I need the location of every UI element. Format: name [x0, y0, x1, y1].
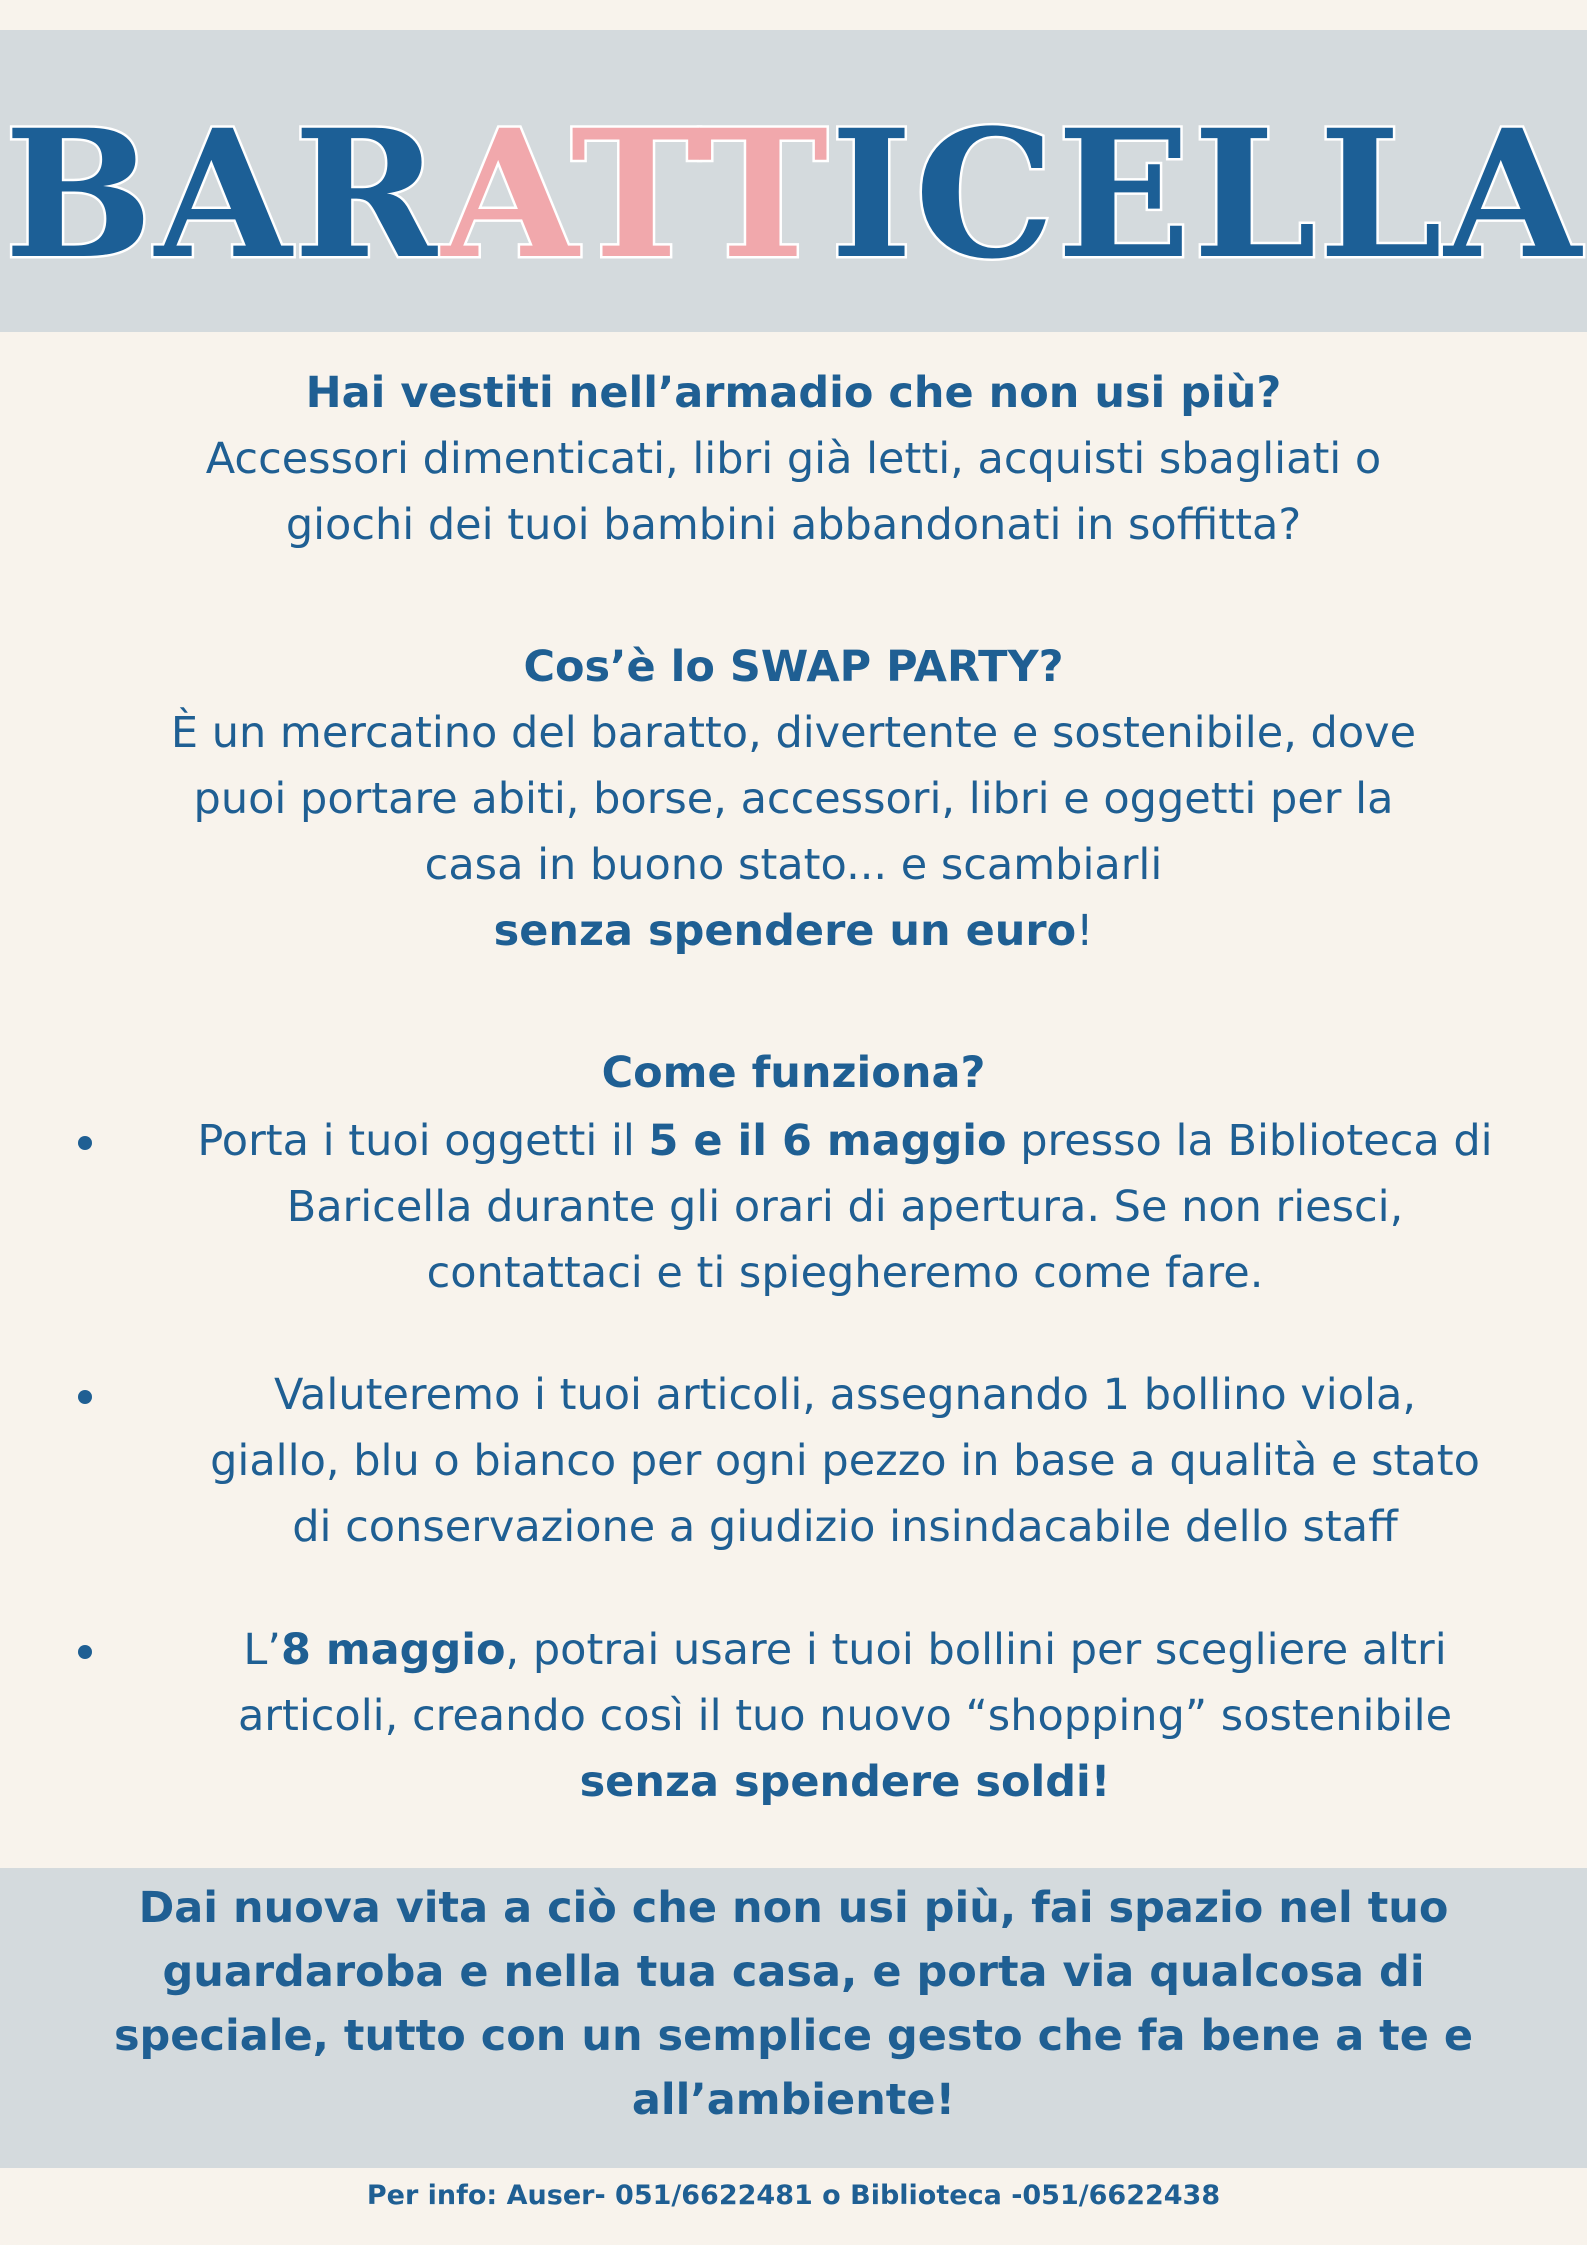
- bullet-text-post: presso la Biblioteca di: [1006, 1116, 1493, 1166]
- closing-message: [0, 1876, 1587, 2132]
- bullet-icon: [78, 1390, 92, 1404]
- bullet-line: contattaci e ti spiegheremo come fare.: [426, 1248, 1264, 1298]
- bullet-line: giallo, blu o bianco per ogni pezzo in base a qualità e stato: [210, 1436, 1480, 1486]
- closing-line: guardaroba e nella tua casa, e porta via qualcosa di: [162, 1947, 1425, 1997]
- bullet-line: [110, 1108, 1580, 1174]
- bullet-line: Baricella durante gli orari di apertura. Se non riesci,: [286, 1182, 1404, 1232]
- bullet-icon: [78, 1136, 92, 1150]
- bullet-item-evaluation: [110, 1362, 1580, 1560]
- closing-line: all’ambiente!: [631, 2075, 956, 2125]
- how-heading-block: [0, 1040, 1587, 1106]
- bullet-line: Valuteremo i tuoi articoli, assegnando 1 bollino viola,: [273, 1370, 1417, 1420]
- swap-section: [0, 634, 1587, 964]
- bullet-emphasis: senza spendere soldi!: [579, 1757, 1111, 1807]
- swap-line: puoi portare abiti, borse, accessori, libri e oggetti per la: [193, 774, 1394, 824]
- bullet-text-post: , potrai usare i tuoi bollini per scegliere altri: [505, 1625, 1447, 1675]
- intro-line: giochi dei tuoi bambini abbandonati in soffitta?: [285, 500, 1302, 550]
- intro-heading: Hai vestiti nell’armadio che non usi più?: [305, 368, 1282, 418]
- intro-line: Accessori dimenticati, libri già letti, acquisti sbagliati o: [205, 434, 1382, 484]
- page-title: [0, 91, 1587, 298]
- bullet-line: [110, 1617, 1580, 1683]
- closing-line: Dai nuova vita a ciò che non usi più, fai spazio nel tuo: [138, 1883, 1449, 1933]
- swap-bold: senza spendere un euro: [493, 906, 1077, 956]
- intro-section: [0, 360, 1587, 558]
- bullet-item-shopping: [110, 1617, 1580, 1815]
- bullet-date: 5 e il 6 maggio: [648, 1116, 1007, 1166]
- closing-line: speciale, tutto con un semplice gesto che fa bene a te e: [113, 2011, 1474, 2061]
- swap-emphasis: [0, 898, 1587, 964]
- bullet-text-pre: L’: [243, 1625, 281, 1675]
- contact-info: Per info: Auser- 051/6622481 o Biblioteca -051/6622438: [366, 2180, 1221, 2211]
- bullet-date: 8 maggio: [280, 1625, 506, 1675]
- swap-heading: Cos’è lo SWAP PARTY?: [523, 642, 1064, 692]
- bullet-line: articoli, creando così il tuo nuovo “shopping” sostenibile: [237, 1691, 1453, 1741]
- title-part-att: ATT: [441, 91, 831, 298]
- bullet-item-dropoff: [110, 1108, 1580, 1306]
- swap-line: È un mercatino del baratto, divertente e sostenibile, dove: [170, 708, 1417, 758]
- title-part-icella: ICELLA: [830, 91, 1583, 298]
- swap-line: casa in buono stato... e scambiarli: [424, 840, 1163, 890]
- bullet-icon: [78, 1645, 92, 1659]
- bullet-line: di conservazione a giudizio insindacabile dello staff: [292, 1502, 1398, 1552]
- how-heading: Come funziona?: [601, 1048, 986, 1098]
- title-part-bar: BAR: [4, 91, 442, 298]
- swap-exclaim: !: [1076, 906, 1094, 956]
- bullet-text-pre: Porta i tuoi oggetti il: [197, 1116, 649, 1166]
